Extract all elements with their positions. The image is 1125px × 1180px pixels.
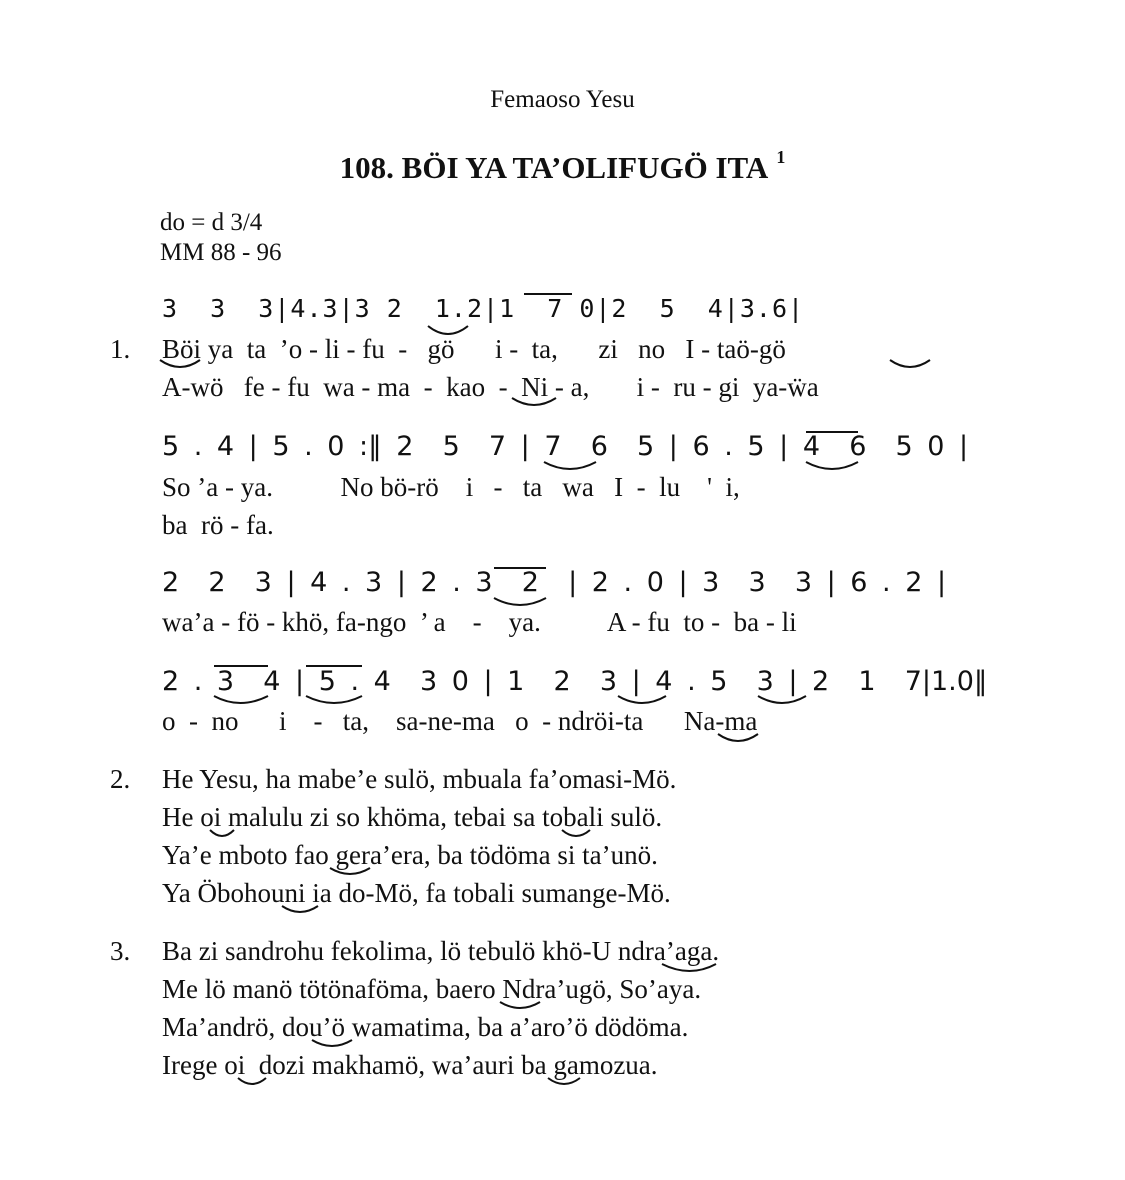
section-heading: Femaoso Yesu bbox=[490, 86, 635, 113]
music-system-3 bbox=[0, 564, 1125, 604]
notation-line: 2 2 3 | 4 . 3 | 2 . 3 2 | 2 . 0 | 3 3 3 | 6 . 2 | bbox=[162, 567, 947, 598]
verse-line: Irege oi dozi makhamö, wa’auri ba gamozua. bbox=[162, 1050, 658, 1080]
verse-number: 2. bbox=[110, 764, 131, 794]
music-system-4 bbox=[0, 663, 1125, 703]
key-signature: do = d 3/4 bbox=[160, 209, 263, 236]
lyric-line: A-wö fe - fu wa - ma - kao - Ni - a, i - ru - gi ya-ẅa bbox=[162, 372, 819, 402]
verse-2-line-1 bbox=[0, 760, 1125, 800]
verse-3-line-3 bbox=[0, 1008, 1125, 1048]
tempo-marking: MM 88 - 96 bbox=[160, 239, 282, 266]
verse-2-line-3 bbox=[0, 836, 1125, 876]
lyric-line: wa’a - fö - khö, fa-ngo ’ a - ya. A - fu to - ba - li bbox=[162, 607, 797, 637]
notation-line: 2 . 3 4 | 5 . 4 3 0 | 1 2 3 | 4 . 5 3 | 2 1 7|1.0‖ bbox=[162, 666, 988, 697]
notation-line: 5 . 4 | 5 . 0 :‖ 2 5 7 | 7 6 5 | 6 . 5 | 4 6 5 0 | bbox=[162, 431, 969, 462]
lyric-row bbox=[0, 603, 1125, 643]
lyric-line: o - no i - ta, sa-ne-ma o - ndröi-ta Na-ma bbox=[162, 706, 758, 736]
music-system-2 bbox=[0, 428, 1125, 468]
lyric-row bbox=[0, 468, 1125, 508]
verse-line: Ma’andrö, dou’ö wamatima, ba a’aro’ö dödöma. bbox=[162, 1012, 689, 1042]
hymn-title-text: 108. BÖI YA TA’OLIFUGÖ ITA bbox=[339, 150, 769, 185]
lyric-line: Böi ya ta ’o - li - fu - gö i - ta, zi no I - taö-gö bbox=[162, 334, 786, 364]
verse-2-line-2 bbox=[0, 798, 1125, 838]
verse-number: 3. bbox=[110, 936, 131, 966]
lyric-row bbox=[0, 702, 1125, 742]
verse-line: Ba zi sandrohu fekolima, lö tebulö khö-U ndra’aga. bbox=[162, 936, 720, 966]
music-system-1 bbox=[0, 290, 1125, 330]
verse-3-line-4 bbox=[0, 1046, 1125, 1086]
verse-3-line-2 bbox=[0, 970, 1125, 1010]
verse-line: He Yesu, ha mabe’e sulö, mbuala fa’omasi-Mö. bbox=[162, 764, 677, 794]
verse-2-line-4 bbox=[0, 874, 1125, 914]
verse-line: Ya’e mboto fao gera’era, ba tödöma si ta’unö. bbox=[162, 840, 658, 870]
footnote-mark: 1 bbox=[776, 146, 786, 167]
verse-3-line-1 bbox=[0, 932, 1125, 972]
lyric-line: So ’a - ya. No bö-rö i - ta wa I - lu ' i, bbox=[162, 472, 740, 502]
verse-line: He oi malulu zi so khöma, tebai sa tobali sulö. bbox=[162, 802, 663, 832]
lyric-row bbox=[0, 506, 1125, 546]
verse-line: Me lö manö tötönaföma, baero Ndra’ugö, So’aya. bbox=[162, 974, 702, 1004]
notation-line: 3 3 3|4.3|3 2 1.2|1 7 0|2 5 4|3.6| bbox=[162, 294, 805, 323]
lyric-row bbox=[0, 368, 1125, 408]
lyric-line: ba rö - fa. bbox=[162, 510, 274, 540]
verse-line: Ya Öbohouni ia do-Mö, fa tobali sumange-Mö. bbox=[162, 878, 671, 908]
hymn-title bbox=[0, 146, 1125, 186]
verse-number: 1. bbox=[110, 334, 131, 364]
lyric-row bbox=[0, 330, 1125, 370]
